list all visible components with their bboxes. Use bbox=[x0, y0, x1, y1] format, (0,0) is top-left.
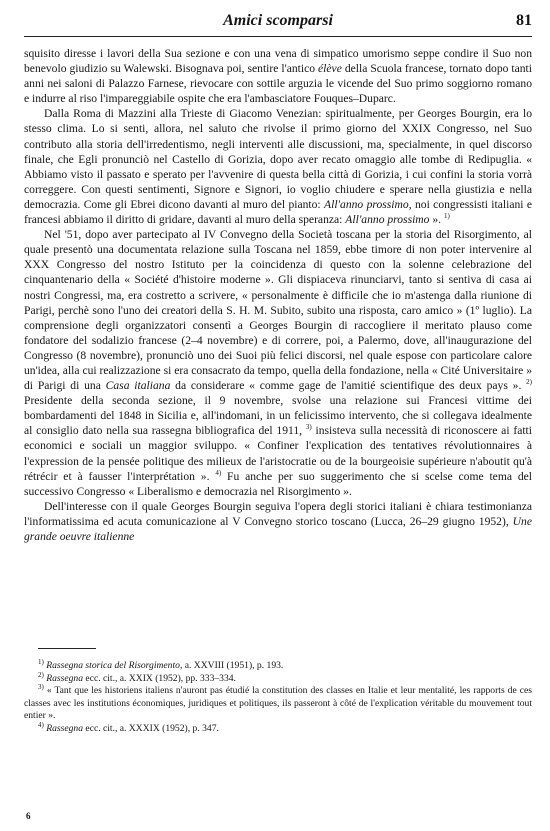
text-run: squisito diresse i lavori della Sua sezione e con una vena di simpatico umorismo seppe condire il Suo non benevolo giudizio su Walewski. Bisognava poi, sentire l'antico bbox=[24, 47, 532, 76]
footnote-number: 4) bbox=[38, 720, 44, 729]
body-paragraph bbox=[24, 106, 532, 227]
footnote-ref: 4) bbox=[215, 468, 222, 477]
text-run: Nel '51, dopo aver partecipato al IV Convegno della Società toscana per la storia del Risorgimento, al quale presentò una documentata relazione sulla Toscana nel 1859, ebbe timore di non poter intervenire al XXX Congresso del nostro Istituto per la coincidenza di questo con la solenne celebrazione del cinquantenario della « Société d'histoire moderne ». Gli dispiaceva rinunciarvi, tanto si sentiva di casa ai nostri Congressi, ma, era costretto a scrivere, « personalmente è difficile che io m'astenga dalla riunione di Parigi, perchè sono l'uno dei creatori della S. H. M. Subito, subito una risposta, caro amico » (1º luglio). La comprensione degli organizzatori consentì a Georges Bourgin di raccogliere il meritato plauso come fondatore del sodalizio francese (2–4 novembre) e di correre, poi, a Palermo, dove, all'inaugurazione del Congresso (8 novembre), pronunciò uno dei Suoi più felici discorsi, nel quale espose con particolare calore un'idea, alla cui realizzazione si era consacrato da tempo, quella della fondazione, nella « Cité Universitaire » di Parigi di una bbox=[24, 228, 532, 393]
footnote-text: , a. XXVIII (1951), p. 193. bbox=[179, 660, 284, 671]
body-paragraph bbox=[24, 227, 532, 499]
footnote bbox=[24, 670, 532, 686]
page-header bbox=[24, 10, 532, 34]
italic-text: All'anno prossimo bbox=[324, 197, 409, 211]
header-rule bbox=[24, 36, 532, 37]
footnote bbox=[24, 720, 532, 736]
text-run: Dell'interesse con il quale Georges Bourgin seguiva l'opera degli storici italiani è chiara testimonianza l'informatissima ed acuta comunicazione al V Convegno storico toscano (Lucca, 26–29 giugno 1952), bbox=[24, 499, 532, 528]
text-run: Presidente della seconda sezione, il 9 novembre, svolse una relazione sui Francesi vittime dei bombardamenti del 1848 in Sicilia e, all'indomani, in un felicissimo intervento, che si collegava idealmente al consiglio dato nella sua rassegna bibliografica del 1911, bbox=[24, 394, 532, 438]
footnote-number: 1) bbox=[38, 657, 44, 666]
body-paragraph bbox=[24, 46, 532, 106]
footnote-source: Rassegna storica del Risorgimento bbox=[46, 660, 180, 671]
text-run: della Scuola francese, tornato dopo tanti anni nei saloni di Palazzo Farnese, rievocare con sottile arguzia le vicende del Suo primo soggiorno romano e indurre al riso l'impareggiabile ospite che era l'ambasciatore Fouques–Duparc. bbox=[24, 62, 533, 106]
text-run: Dalla Roma di Mazzini alla Trieste di Giacomo Venezian: spiritualmente, per Georges Bourgin, era lo stesso clima. Lo si senti, allora, nel saluto che rivolse il primo giorno del XXIX Congresso, nel Suo contributo alla storia dell'irredentismo, negli interventi alle discussioni, ma, specialmente, in quel discorso finale, che Egli pronunciò nel Castello di Gorizia, dopo aver recato omaggio alle tombe di Redipuglia. « Abbiamo visto il passato e sperato per l'avvenire di questa bella città di Gorizia, i cui confini la storia vorrà correggere. Con questi sentimenti, Signore e Signori, io voglio chiudere e sperare nella giustizia e nella democrazia. Come gli Ebrei dicono davanti al muro del pianto: bbox=[24, 107, 532, 211]
body-text bbox=[24, 46, 532, 544]
footnote-number: 2) bbox=[38, 670, 44, 679]
footnote-ref: 2) bbox=[526, 378, 532, 387]
text-run: Fu anche per suo suggerimento che si scelse come tema del successivo Congresso « Liberalismo e democrazia nel Risorgimento ». bbox=[24, 469, 532, 498]
footnote-text: « Tant que les historiens italiens n'auront pas étudié la constitution des classes en Italie et leur mentalité, les rapports de ces classes avec les institutions économiques, juridiques et politiques, ils passeront à côté de l'explication véritable du mouvement tout entier ». bbox=[24, 685, 532, 722]
page-number: 81 bbox=[516, 12, 532, 29]
text-run: , noi congressisti italiani e francesi abbiamo il diritto di gridare, davanti al muro della speranza: bbox=[24, 197, 533, 227]
text-run: insisteva sulla necessità di riconoscere ai fatti economici e sociali un maggior sviluppo. « Confiner l'explication des tentatives révolutionnaires à l'expression de la pensée politique des milieux de l'aristocratie ou de la bourgeoisie supérieure n'aboutit qu'à rétrécir et à fausser l'interprétation ». bbox=[24, 424, 532, 483]
text-run: ». bbox=[429, 213, 444, 227]
footnote-ref: 3) bbox=[305, 423, 312, 432]
running-title: Amici scomparsi bbox=[223, 12, 333, 29]
footnote-ref: 1) bbox=[443, 212, 450, 221]
italic-text: élève bbox=[318, 62, 342, 76]
italic-text: Casa italiana bbox=[105, 379, 171, 393]
italic-text: Une grande oeuvre italienne bbox=[24, 514, 532, 543]
footnote-text: ecc. cit., a. XXIX (1952), pp. 333–334. bbox=[83, 672, 236, 684]
italic-text: All'anno prossimo bbox=[345, 213, 430, 227]
footnote-rule bbox=[38, 648, 96, 649]
footnote-number: 3) bbox=[38, 683, 44, 691]
footnote bbox=[24, 657, 532, 673]
footnote-source: Rassegna bbox=[46, 722, 84, 734]
signature-mark: 6 bbox=[26, 811, 31, 821]
body-paragraph bbox=[24, 499, 532, 544]
text-run: da considerare « comme gage de l'amitié scientifique des deux pays ». bbox=[170, 379, 527, 393]
footnote-source: Rassegna bbox=[46, 672, 84, 684]
footnote bbox=[24, 685, 532, 723]
footnote-text: ecc. cit., a. XXXIX (1952), p. 347. bbox=[83, 722, 219, 734]
footnotes bbox=[24, 657, 532, 736]
